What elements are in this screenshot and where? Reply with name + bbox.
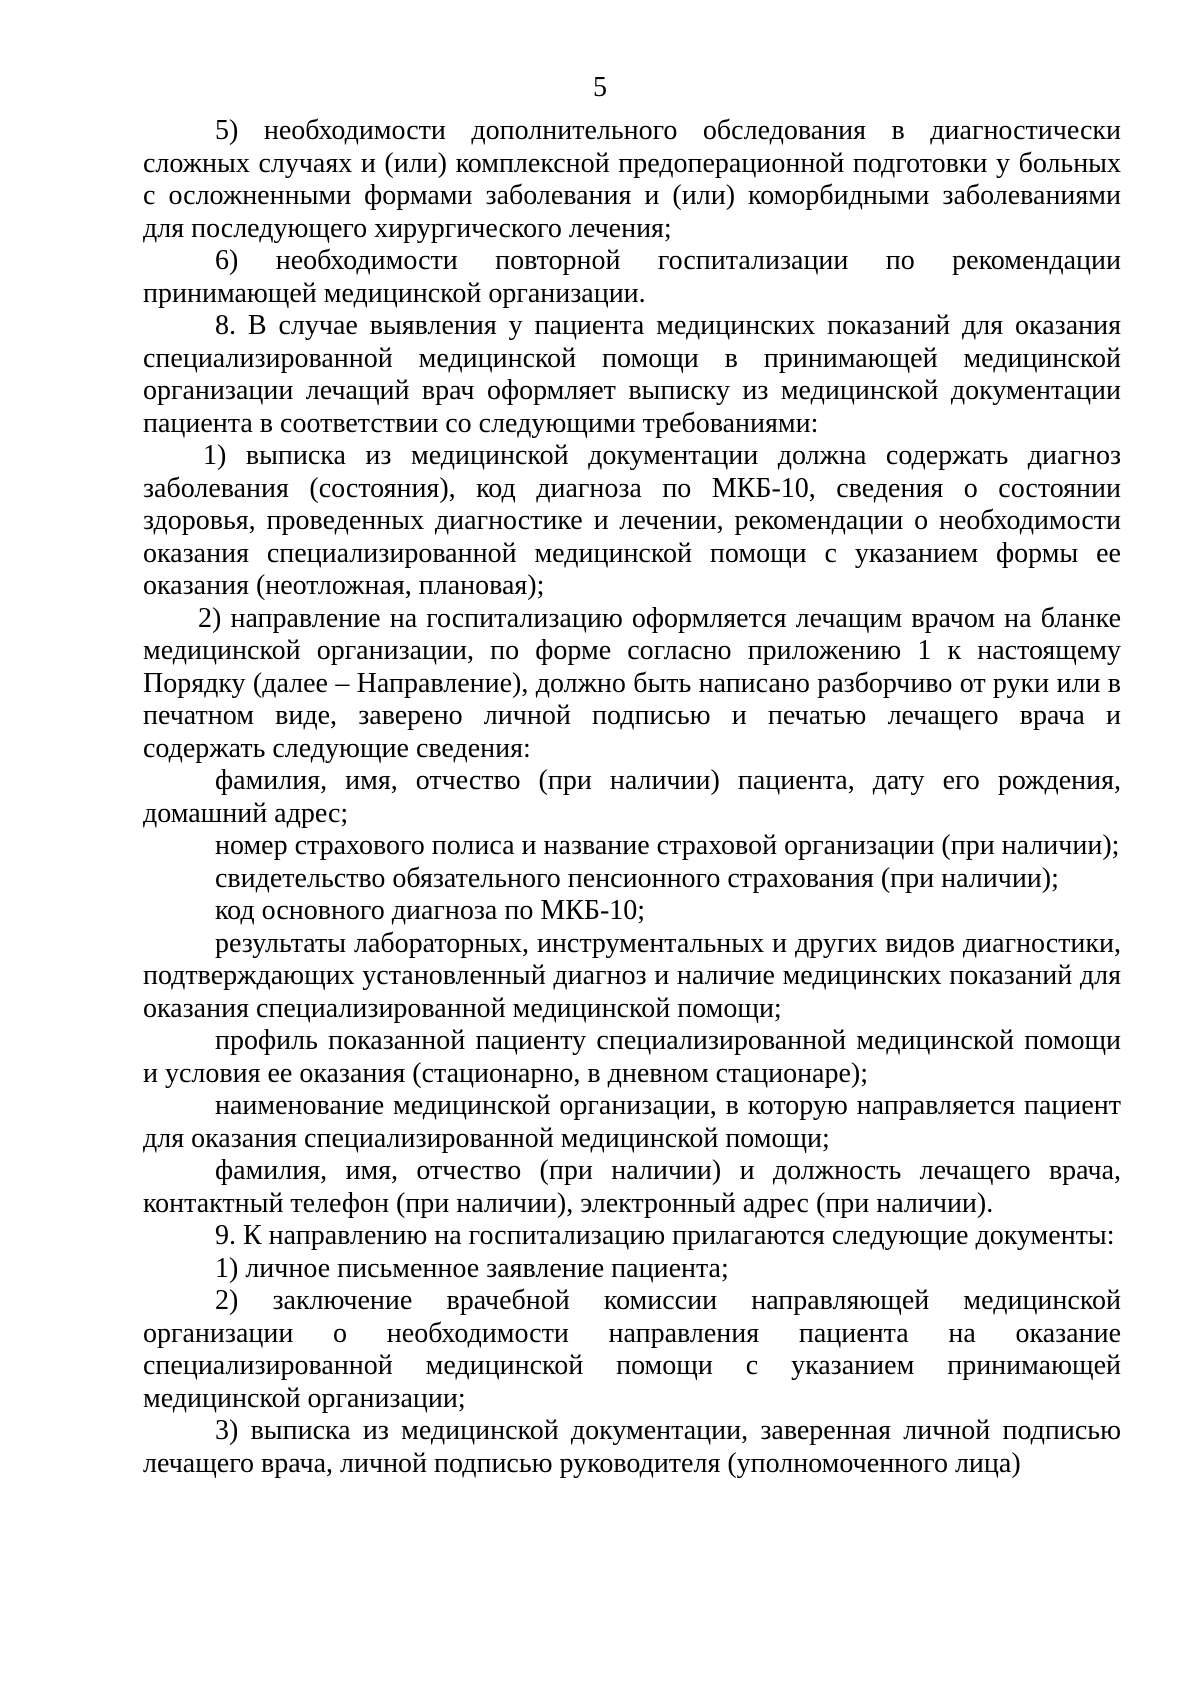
paragraph-patient-name: фамилия, имя, отчество (при наличии) пациента, дату его рождения, домашний адрес; bbox=[143, 765, 1121, 829]
document-body bbox=[143, 115, 1121, 1480]
paragraph-organization-name: наименование медицинской организации, в которую направляется пациент для оказания специализированной медицинской помощи; bbox=[143, 1090, 1121, 1154]
paragraph-section-8: 8. В случае выявления у пациента медицинских показаний для оказания специализированной медицинской помощи в принимающей медицинской организации лечащий врач оформляет выписку из медицинской документации пациента в соответствии со следующими требованиями: bbox=[143, 310, 1121, 439]
page-number: 5 bbox=[593, 72, 607, 103]
paragraph-pension-certificate: свидетельство обязательного пенсионного страхования (при наличии); bbox=[215, 862, 1059, 894]
paragraph-requirement-1: 1) выписка из медицинской документации должна содержать диагноз заболевания (состояния), код диагноза по МКБ-10, сведения о состоянии здоровья, проведенных диагностике и лечении, рекомендации о необходимости оказания специализированной медицинской помощи с указанием формы ее оказания (неотложная, плановая); bbox=[143, 440, 1121, 601]
paragraph-requirement-2: 2) направление на госпитализацию оформляется лечащим врачом на бланке медицинской организации, по форме согласно приложению 1 к настоящему Порядку (далее – Направление), должно быть написано разборчиво от руки или в печатном виде, заверено личной подписью и печатью лечащего врача и содержать следующие сведения: bbox=[143, 602, 1121, 764]
paragraph-attachment-2: 2) заключение врачебной комиссии направляющей медицинской организации о необходимости направления пациента на оказание специализированной медицинской помощи с указанием принимающей медицинской организации; bbox=[143, 1285, 1121, 1414]
paragraph-diagnosis-code: код основного диагноза по МКБ-10; bbox=[215, 895, 646, 926]
paragraph-item-6: 6) необходимости повторной госпитализации по рекомендации принимающей медицинской организации. bbox=[143, 245, 1121, 309]
paragraph-attachment-3: 3) выписка из медицинской документации, заверенная личной подписью лечащего врача, личной подписью руководителя (уполномоченного лица) bbox=[143, 1415, 1121, 1479]
paragraph-doctor-details: фамилия, имя, отчество (при наличии) и должность лечащего врача, контактный телефон (при наличии), электронный адрес (при наличии). bbox=[143, 1155, 1121, 1219]
paragraph-care-profile: профиль показанной пациенту специализированной медицинской помощи и условия ее оказания (стационарно, в дневном стационаре); bbox=[143, 1025, 1121, 1089]
paragraph-diagnostic-results: результаты лабораторных, инструментальных и других видов диагностики, подтверждающих установленный диагноз и наличие медицинских показаний для оказания специализированной медицинской помощи; bbox=[143, 927, 1121, 1024]
paragraph-attachment-1: 1) личное письменное заявление пациента; bbox=[215, 1252, 729, 1284]
paragraph-insurance-policy: номер страхового полиса и название страховой организации (при наличии); bbox=[215, 830, 1120, 861]
paragraph-section-9: 9. К направлению на госпитализацию прилагаются следующие документы: bbox=[215, 1220, 1115, 1251]
paragraph-item-5: 5) необходимости дополнительного обследования в диагностически сложных случаях и (или) комплексной предоперационной подготовки у больных с осложненными формами заболевания и (или) коморбидными заболеваниями для последующего хирургического лечения; bbox=[143, 115, 1121, 244]
